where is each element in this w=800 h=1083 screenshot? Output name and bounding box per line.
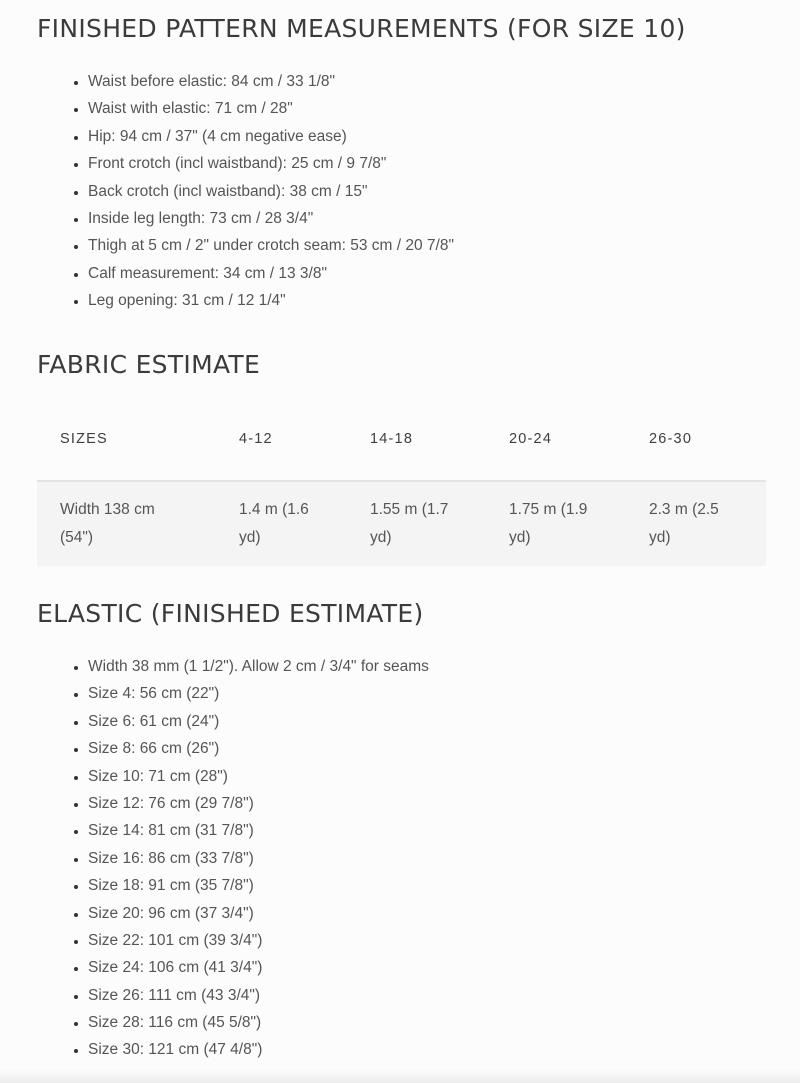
cell-line: 2.3 m (2.5	[649, 501, 719, 518]
cell-26-30	[649, 496, 759, 552]
header-26-30: 26-30	[649, 431, 693, 447]
list-item: • Size 26: 111 cm (43 3/4")	[88, 982, 429, 1009]
fabric-heading: FABRIC ESTIMATE	[37, 350, 261, 379]
list-item: • Size 22: 101 cm (39 3/4")	[88, 927, 429, 954]
list-item: • Size 10: 71 cm (28")	[88, 763, 429, 790]
list-item: • Back crotch (incl waistband): 38 cm / 15"	[88, 178, 454, 205]
cell-line: yd)	[370, 529, 392, 546]
list-item: • Calf measurement: 34 cm / 13 3/8"	[88, 260, 454, 287]
header-20-24: 20-24	[509, 431, 553, 447]
list-item: • Size 12: 76 cm (29 7/8")	[88, 790, 429, 817]
list-item: • Size 14: 81 cm (31 7/8")	[88, 817, 429, 844]
list-item: • Waist with elastic: 71 cm / 28"	[88, 95, 454, 122]
header-14-18: 14-18	[370, 431, 414, 447]
list-item: • Size 24: 106 cm (41 3/4")	[88, 954, 429, 981]
measurements-heading: FINISHED PATTERN MEASUREMENTS (FOR SIZE 10)	[37, 14, 686, 43]
measurements-list	[67, 68, 454, 315]
list-item: • Size 28: 116 cm (45 5/8")	[88, 1009, 429, 1036]
header-4-12: 4-12	[239, 431, 273, 447]
cell-line: Width 138 cm	[60, 501, 155, 518]
list-item: • Inside leg length: 73 cm / 28 3/4"	[88, 205, 454, 232]
list-item: • Size 18: 91 cm (35 7/8")	[88, 872, 429, 899]
cell-line: yd)	[239, 529, 261, 546]
elastic-heading: ELASTIC (FINISHED ESTIMATE)	[37, 599, 424, 628]
list-item: • Waist before elastic: 84 cm / 33 1/8"	[88, 68, 454, 95]
cell-width	[60, 496, 220, 552]
list-item: • Size 30: 121 cm (47 4/8")	[88, 1036, 429, 1063]
list-item: • Hip: 94 cm / 37" (4 cm negative ease)	[88, 123, 454, 150]
cell-20-24	[509, 496, 629, 552]
list-item: • Leg opening: 31 cm / 12 1/4"	[88, 287, 454, 314]
list-item: • Thigh at 5 cm / 2" under crotch seam: 53 cm / 20 7/8"	[88, 232, 454, 259]
table-row	[37, 482, 766, 566]
elastic-list	[67, 653, 429, 1064]
list-item: • Size 16: 86 cm (33 7/8")	[88, 845, 429, 872]
cell-line: yd)	[509, 529, 531, 546]
cell-line: 1.75 m (1.9	[509, 501, 588, 518]
list-item: • Size 4: 56 cm (22")	[88, 680, 429, 707]
list-item: • Size 6: 61 cm (24")	[88, 708, 429, 735]
cell-4-12	[239, 496, 349, 552]
fabric-table	[37, 405, 766, 566]
bottom-fade	[0, 1069, 800, 1083]
cell-line: 1.55 m (1.7	[370, 501, 449, 518]
header-sizes: SIZES	[60, 431, 108, 447]
cell-line: 1.4 m (1.6	[239, 501, 309, 518]
list-item: • Front crotch (incl waistband): 25 cm / 9 7/8"	[88, 150, 454, 177]
cell-line: (54")	[60, 529, 94, 546]
fabric-table-header	[37, 405, 766, 482]
list-item: • Size 20: 96 cm (37 3/4")	[88, 900, 429, 927]
list-item: • Width 38 mm (1 1/2"). Allow 2 cm / 3/4" for seams	[88, 653, 429, 680]
list-item: • Size 8: 66 cm (26")	[88, 735, 429, 762]
cell-14-18	[370, 496, 490, 552]
cell-line: yd)	[649, 529, 671, 546]
